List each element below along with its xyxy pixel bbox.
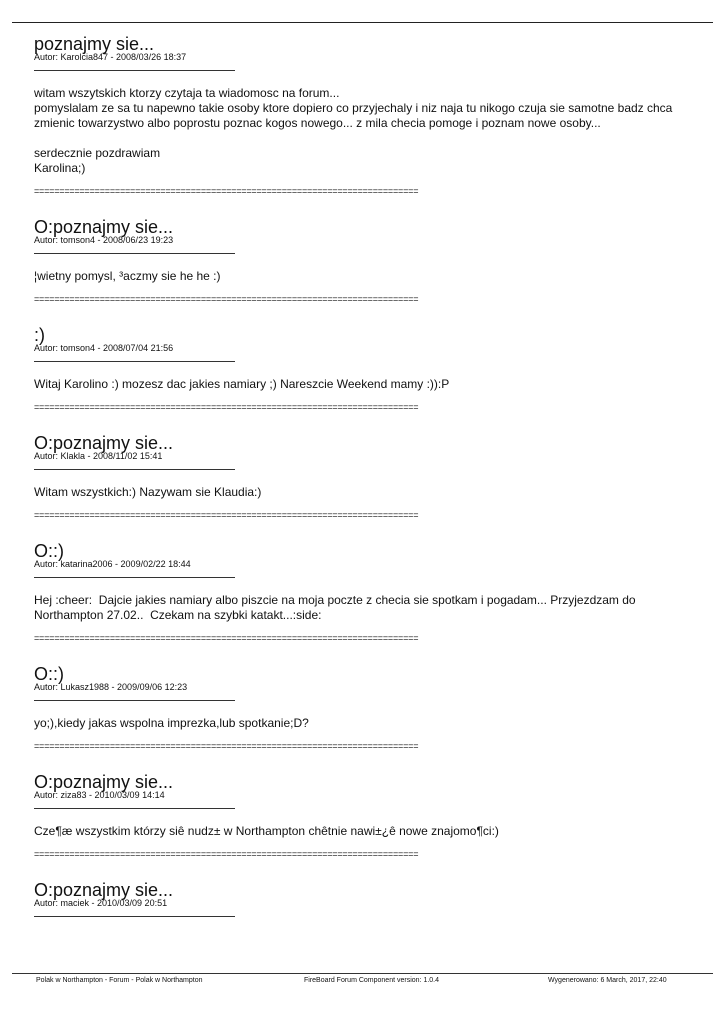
post-title: O:poznajmy sie...: [34, 217, 174, 237]
post-separator: ============================================================================: [34, 186, 419, 196]
post-author-meta: Autor: tomson4 - 2008/06/23 19:23: [34, 235, 174, 245]
post-title: O:poznajmy sie...: [34, 880, 174, 900]
footer-generated-date: Wygenerowano: 6 March, 2017, 22:40: [548, 977, 667, 984]
post-header-rule: [34, 469, 235, 470]
post-header-rule: [34, 577, 235, 578]
post-body-line: yo;),kiedy jakas wspolna imprezka,lub spotkanie;D?: [34, 716, 309, 730]
post-author-meta: Autor: ziza83 - 2010/03/09 14:14: [34, 790, 165, 800]
forum-post: [34, 542, 694, 643]
post-separator: ============================================================================: [34, 849, 419, 859]
footer-rule: [12, 973, 713, 974]
post-body: [34, 593, 694, 623]
post-body: [34, 824, 694, 839]
forum-post: [34, 665, 694, 751]
forum-post: [34, 35, 694, 196]
post-title: O:poznajmy sie...: [34, 772, 174, 792]
post-body-line: serdecznie pozdrawiam: [34, 146, 161, 160]
post-author-meta: Autor: katarina2006 - 2009/02/22 18:44: [34, 559, 191, 569]
post-body-line: witam wszytskich ktorzy czytaja ta wiadomosc na forum...: [34, 86, 340, 100]
post-body-line: Cze¶æ wszystkim którzy siê nudz± w Northampton chêtnie nawi±¿ê nowe znajomo¶ci:): [34, 824, 499, 838]
post-body-line: Witaj Karolino :) mozesz dac jakies namiary ;) Nareszcie Weekend mamy :)):P: [34, 377, 450, 391]
forum-thread: [34, 35, 694, 917]
post-body-line: Karolina;): [34, 161, 86, 175]
paragraph-gap: [34, 131, 694, 146]
post-header-rule: [34, 916, 235, 917]
forum-post: [34, 881, 694, 917]
post-title: O::): [34, 664, 64, 684]
forum-post: [34, 218, 694, 304]
post-body-line: Hej :cheer: Dajcie jakies namiary albo piszcie na moja poczte z checia sie spotkam i pogadam... Przyjezdzam do Northampton 27.02.. Czekam na szybki katakt...:side:: [34, 593, 639, 622]
post-body: [34, 269, 694, 284]
post-body: [34, 485, 694, 500]
forum-post: [34, 773, 694, 859]
footer-component-version: FireBoard Forum Component version: 1.0.4: [304, 977, 440, 984]
post-body-line: ¦wietny pomysl, ³aczmy sie he he :): [34, 269, 221, 283]
post-author-meta: Autor: tomson4 - 2008/07/04 21:56: [34, 343, 174, 353]
forum-post: [34, 434, 694, 520]
post-title: O::): [34, 541, 64, 561]
post-header-rule: [34, 361, 235, 362]
post-title: poznajmy sie...: [34, 34, 155, 54]
post-title: :): [34, 325, 45, 345]
post-body: [34, 86, 694, 176]
footer-site-name: Polak w Northampton - Forum - Polak w Northampton: [36, 977, 203, 984]
post-body-line: pomyslalam ze sa tu napewno takie osoby ktore dopiero co przyjechaly i niz naja tu nikogo czuja sie samotne badz chca zmienic towarzystwo albo poprostu poznac kogos nowego... z mila checia pomoge i poznam nowe osoby...: [34, 101, 676, 130]
post-header-rule: [34, 253, 235, 254]
post-body-line: Witam wszystkich:) Nazywam sie Klaudia:): [34, 485, 262, 499]
post-author-meta: Autor: Karolcia847 - 2008/03/26 18:37: [34, 52, 187, 62]
post-title: O:poznajmy sie...: [34, 433, 174, 453]
post-header-rule: [34, 70, 235, 71]
post-separator: ============================================================================: [34, 633, 419, 643]
post-separator: ============================================================================: [34, 510, 419, 520]
post-author-meta: Autor: maciek - 2010/03/09 20:51: [34, 898, 168, 908]
post-body: [34, 716, 694, 731]
post-author-meta: Autor: Klakla - 2008/11/02 15:41: [34, 451, 163, 461]
post-separator: ============================================================================: [34, 294, 419, 304]
post-header-rule: [34, 700, 235, 701]
forum-post: [34, 326, 694, 412]
top-rule: [12, 22, 713, 23]
post-author-meta: Autor: Lukasz1988 - 2009/09/06 12:23: [34, 682, 188, 692]
post-header-rule: [34, 808, 235, 809]
post-separator: ============================================================================: [34, 741, 419, 751]
post-body: [34, 377, 694, 392]
post-separator: ============================================================================: [34, 402, 419, 412]
